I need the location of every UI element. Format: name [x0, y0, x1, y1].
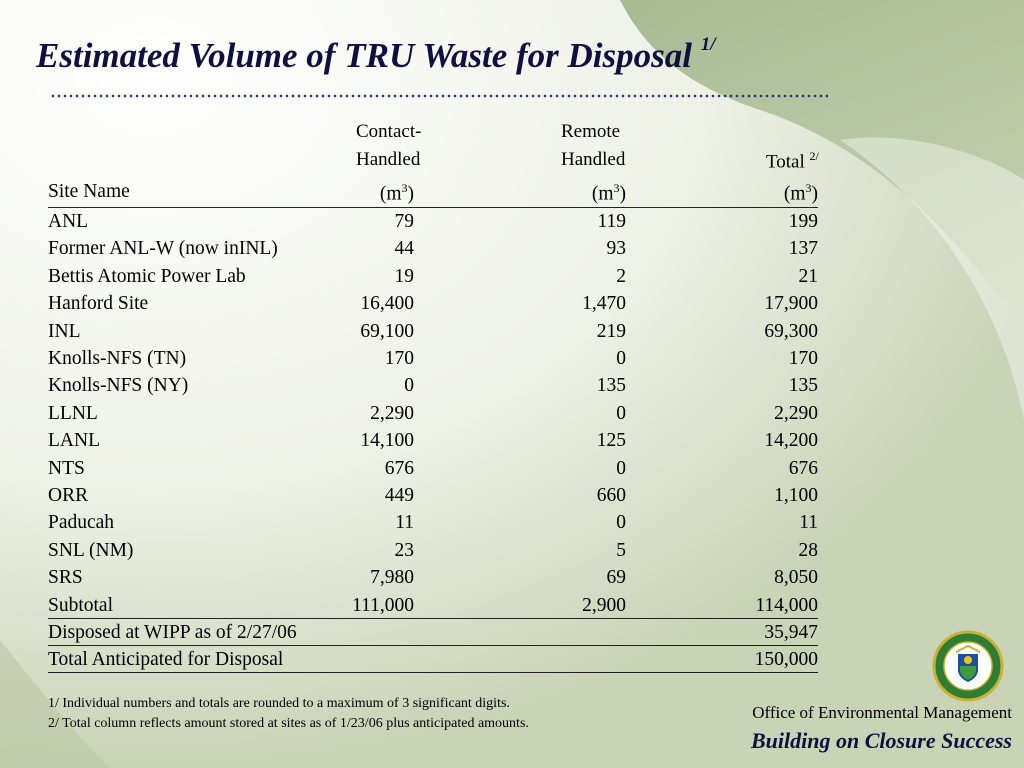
- doe-seal-logo: [932, 630, 1004, 702]
- remote-handled-cell: 119: [597, 210, 626, 232]
- subtotal-rule: [48, 618, 818, 619]
- header-rh-unit: $(m^3)$: [591, 181, 626, 205]
- total-footnote-ref: 2/: [809, 149, 819, 163]
- contact-handled-cell: 69,100: [360, 320, 414, 342]
- table-row: [48, 263, 818, 290]
- site-name-cell: NTS: [48, 457, 85, 479]
- remote-handled-cell: 660: [596, 484, 626, 506]
- subtotal-label: Subtotal: [48, 594, 114, 616]
- disposed-label: Disposed at WIPP as of 2/27/06: [48, 622, 297, 643]
- site-name-cell: ORR: [48, 484, 89, 506]
- disposed-total: 35,947: [764, 622, 818, 643]
- total-cell: 135: [788, 375, 818, 397]
- header-rule: [48, 207, 818, 208]
- site-name-cell: Hanford Site: [48, 293, 149, 315]
- waste-volume-table: [48, 175, 818, 674]
- contact-handled-cell: 16,400: [360, 293, 414, 315]
- remote-handled-cell: 125: [596, 430, 626, 452]
- contact-handled-cell: 11: [395, 512, 414, 534]
- total-cell: 170: [788, 347, 818, 369]
- header-total-unit: $(m^3)$: [783, 181, 818, 205]
- site-name-cell: ANL: [48, 210, 89, 232]
- table-row: [48, 372, 818, 399]
- total-cell: 199: [788, 210, 818, 232]
- disposed-rule: [48, 645, 818, 646]
- table-row: [48, 318, 818, 345]
- subtotal-total: 114,000: [755, 594, 818, 616]
- contact-handled-cell: 2,290: [370, 402, 414, 424]
- remote-handled-cell: 0: [616, 347, 626, 369]
- subtotal-ch: 111,000: [352, 594, 414, 616]
- contact-handled-cell: 19: [394, 265, 414, 287]
- anticipated-row: [48, 646, 818, 673]
- remote-handled-cell: 69: [606, 567, 626, 589]
- site-name-cell: LANL: [48, 430, 100, 452]
- anticipated-total: 150,000: [754, 649, 818, 671]
- total-cell: 21: [798, 265, 818, 287]
- contact-handled-cell: 0: [404, 375, 414, 397]
- table-row: [48, 400, 818, 427]
- total-cell: 8,050: [774, 567, 818, 589]
- total-cell: 11: [799, 512, 818, 534]
- subtotal-row: [48, 592, 818, 619]
- table-row: [48, 427, 818, 454]
- site-name-cell: SNL (NM): [48, 539, 134, 561]
- office-name: Office of Environmental Management: [752, 703, 1012, 722]
- header-row: [48, 175, 818, 208]
- title-footnote-ref: 1/: [700, 34, 716, 56]
- table-row: [48, 290, 818, 317]
- anticipated-label: Total Anticipated for Disposal: [48, 649, 284, 671]
- contact-handled-cell: 449: [384, 484, 414, 506]
- anticipated-rule: [48, 672, 818, 673]
- header-remote-handled-line2: Handled: [561, 149, 626, 170]
- remote-handled-cell: 219: [596, 320, 626, 342]
- site-name-cell: LLNL: [48, 402, 98, 424]
- site-name-cell: Bettis Atomic Power Lab: [48, 265, 246, 287]
- table-row: [48, 345, 818, 372]
- site-name-cell: SRS: [48, 567, 83, 589]
- header-contact-handled-line2: Handled: [356, 149, 421, 170]
- subtotal-rh: 2,900: [582, 594, 626, 616]
- contact-handled-cell: 7,980: [370, 567, 414, 589]
- contact-handled-cell: 14,100: [360, 430, 414, 452]
- table-row: [48, 235, 818, 262]
- total-cell: 676: [788, 457, 818, 479]
- footnote-1: 1/ Individual numbers and totals are rounded to a maximum of 3 significant digits.: [48, 696, 510, 711]
- table-row: [48, 564, 818, 591]
- contact-handled-cell: 676: [384, 457, 414, 479]
- table-row: [48, 509, 818, 536]
- title-divider: [50, 94, 828, 98]
- total-cell: 28: [798, 539, 818, 561]
- header-contact-handled-line1: Contact-: [356, 121, 422, 142]
- contact-handled-cell: 44: [394, 238, 414, 260]
- header-site-name: Site Name: [48, 180, 130, 202]
- site-name-cell: INL: [48, 320, 81, 342]
- remote-handled-cell: 1,470: [582, 293, 626, 315]
- total-cell: 17,900: [764, 293, 818, 315]
- header-total: Total $^{2/}$: [766, 149, 819, 173]
- table-row: [48, 482, 818, 509]
- remote-handled-cell: 0: [616, 512, 626, 534]
- table-row: [48, 537, 818, 564]
- header-remote-handled-line1: Remote: [561, 121, 621, 142]
- footnote-2: 2/ Total column reflects amount stored at sites as of 1/23/06 plus anticipated amounts.: [48, 716, 529, 731]
- contact-handled-cell: 79: [394, 210, 414, 232]
- site-name-cell: Knolls-NFS (NY): [48, 375, 189, 397]
- table-row: [48, 455, 818, 482]
- total-cell: 2,290: [774, 402, 818, 424]
- contact-handled-cell: 23: [394, 539, 414, 561]
- total-cell: 14,200: [764, 430, 818, 452]
- contact-handled-cell: 170: [384, 347, 414, 369]
- remote-handled-cell: 0: [616, 402, 626, 424]
- remote-handled-cell: 5: [616, 539, 626, 561]
- header-ch-unit: $(m^3)$: [379, 181, 414, 205]
- remote-handled-cell: 93: [606, 238, 626, 260]
- site-name-cell: Former ANL-W (now inINL): [48, 238, 278, 260]
- site-name-cell: Knolls-NFS (TN): [48, 347, 187, 369]
- total-cell: 69,300: [764, 320, 818, 342]
- remote-handled-cell: 0: [616, 457, 626, 479]
- slide-title: Estimated Volume of TRU Waste for Disposal $^{1/}$: [36, 34, 716, 75]
- slogan: Building on Closure Success: [750, 728, 1012, 753]
- remote-handled-cell: 2: [616, 265, 626, 287]
- disposed-row: [48, 619, 818, 646]
- total-cell: 1,100: [774, 484, 818, 506]
- site-name-cell: Paducah: [48, 512, 115, 534]
- total-cell: 137: [788, 238, 818, 260]
- remote-handled-cell: 135: [596, 375, 626, 397]
- table-row: [48, 208, 818, 235]
